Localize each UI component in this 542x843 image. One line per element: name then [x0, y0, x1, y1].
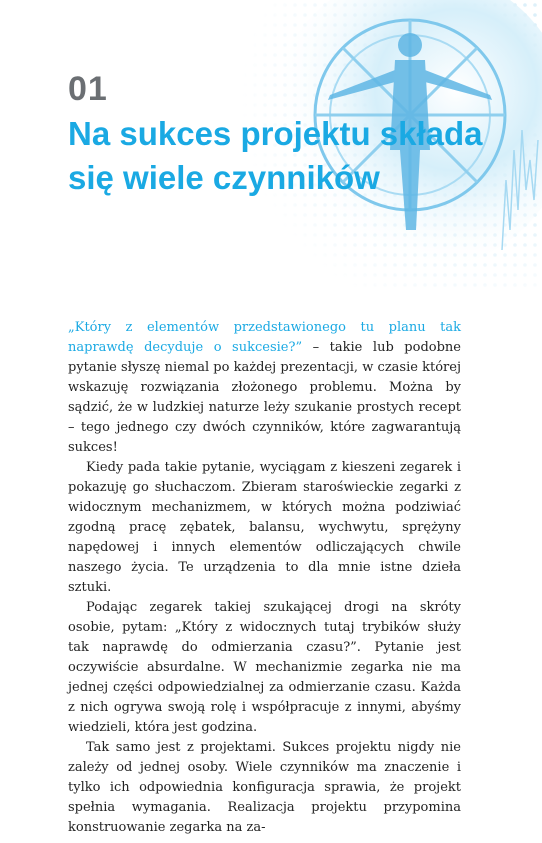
- opening-quote: „Który z elementów przedstawionego tu planu tak naprawdę decyduje o sukcesie?”: [68, 320, 461, 355]
- chapter-body: [68, 318, 461, 838]
- paragraph: Kiedy pada takie pytanie, wyciągam z kieszeni zegarek i pokazuję go słuchaczom. Zbieram staroświeckie zegarki z widocznym mechanizmem, w których można podziwiać zgodną pracę zębatek, balansu, wychwytu, sprężyny napędowej i innych elementów odliczających chwile naszego życia. Te urządzenia to dla mnie istne dzieła sztuki.: [68, 460, 461, 595]
- chapter-title: Na sukces projektu składa się wiele czynników: [68, 115, 483, 196]
- paragraph: Podając zegarek takiej szukającej drogi na skróty osobie, pytam: „Który z widocznych tutaj trybików służy tak naprawdę do odmierzania czasu?”. Pytanie jest oczywiście absurdalne. W mechanizmie zegarka nie ma jednej części odpowiedzialnej za odmierzanie czasu. Każda z nich ogrywa swoją rolę i współpracuje z innymi, abyśmy wiedzieli, która jest godzina.: [68, 600, 461, 735]
- paragraph: [68, 318, 461, 458]
- paragraph: Tak samo jest z projektami. Sukces projektu nigdy nie zależy od jednej osoby. Wiele czynników ma znaczenie i tylko ich odpowiednia konfiguracja sprawia, że projekt spełnia wymagania. Realizacja projektu przypomina konstruowanie zegarka na za-: [68, 740, 461, 835]
- paragraph-text: – takie lub podobne pytanie słyszę niemal po każdej prezentacji, w czasie której wskazuję rozwiązania złożonego problemu. Można by sądzić, że w ludzkiej naturze leży szukanie prostych recept – tego jednego czy dwóch czynników, które zagwarantują sukces!: [68, 340, 461, 455]
- chapter-number: 01: [68, 70, 108, 108]
